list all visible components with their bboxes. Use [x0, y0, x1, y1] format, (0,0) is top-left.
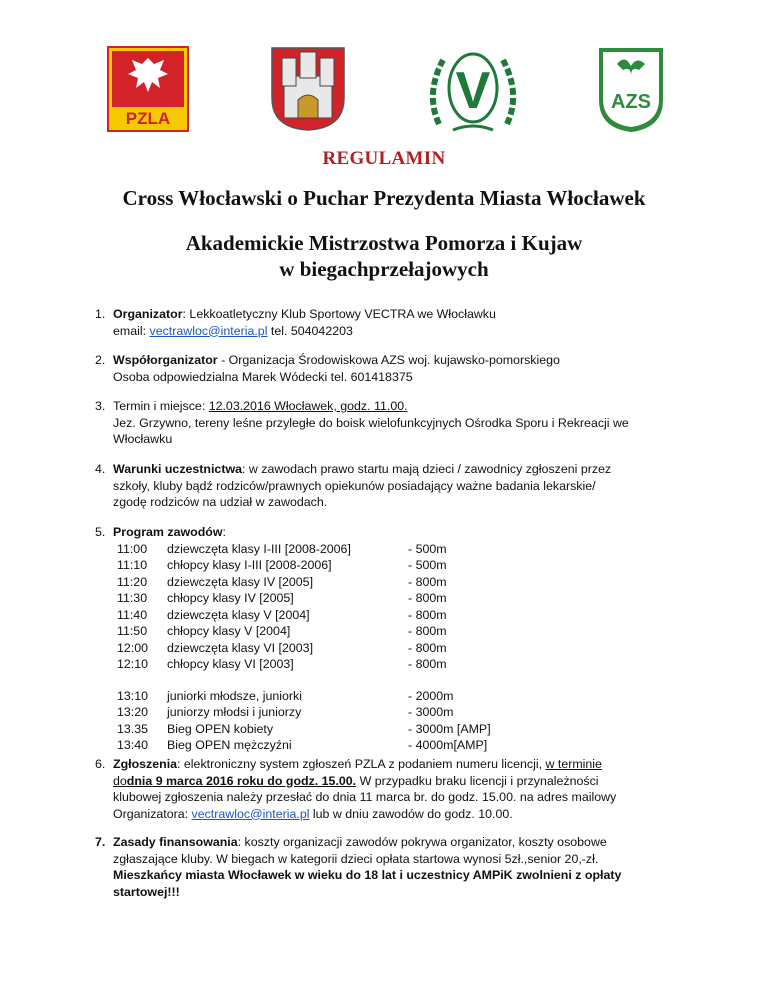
- program-group-youth-open: [113, 688, 683, 754]
- program-category: juniorzy młodsi i juniorzy: [167, 705, 302, 719]
- program-row: [113, 541, 683, 558]
- program-row: [113, 590, 683, 607]
- participation-label: Warunki uczestnictwa: [113, 462, 242, 476]
- program-time: 13.35: [117, 721, 149, 736]
- program-distance: - 800m: [408, 607, 447, 622]
- program-distance: - 3000m: [408, 705, 454, 719]
- section-co-organizer: [95, 352, 683, 385]
- program-distance: - 800m: [408, 591, 447, 605]
- program-category: dziewczęta klasy IV [2005]: [167, 574, 314, 589]
- program-row: [113, 640, 683, 657]
- program-time: 11:40: [117, 607, 148, 622]
- event-subtitle: [0, 230, 768, 282]
- financing-line-3: Mieszkańcy miasta Włocławek w wieku do 18 lat i uczestnicy AMPiK zwolnieni z opłaty: [113, 868, 622, 882]
- registration-text-1: : elektroniczny system zgłoszeń PZLA z podaniem numeru licencji,: [177, 757, 546, 771]
- program-distance: - 3000m [AMP]: [408, 721, 491, 736]
- program-row: [113, 607, 683, 624]
- program-group-children: [113, 541, 683, 673]
- program-category: dziewczęta klasy I-III [2008-2006]: [167, 541, 351, 556]
- program-time: 11:10: [117, 558, 148, 572]
- section-number: 4.: [95, 462, 106, 476]
- section-registration: [95, 756, 683, 822]
- program-time: 13:20: [117, 705, 149, 719]
- venue-line-2: Włocławku: [113, 432, 173, 446]
- program-label: Program zawodów: [113, 525, 223, 539]
- organizer-email-link[interactable]: vectrawloc@interia.pl: [149, 323, 268, 338]
- participation-line-1: : w zawodach prawo startu mają dzieci / zawodnicy zgłoszeni przez: [241, 462, 612, 476]
- program-time: 11:20: [117, 574, 148, 589]
- section-number: 2.: [95, 353, 106, 367]
- program-row: [113, 623, 683, 640]
- registration-text-5: lub w dniu zawodów do godz. 10.00.: [309, 806, 513, 821]
- registration-text-2: W przypadku braku licencji i przynależności: [356, 773, 599, 788]
- section-number: 3.: [95, 399, 106, 413]
- participation-line-3: zgodę rodziców na udział w zawodach.: [113, 495, 328, 509]
- program-row: [113, 656, 683, 673]
- city-coat-of-arms: [270, 46, 346, 132]
- program-time: 12:10: [117, 657, 149, 671]
- azs-logo-text: AZS: [611, 91, 651, 113]
- financing-label: Zasady finansowania: [113, 835, 238, 849]
- vectra-logo-letter: V: [455, 62, 491, 120]
- logo-bar: [0, 46, 768, 138]
- program-category: Bieg OPEN mężczyźni: [167, 738, 292, 752]
- program-distance: - 800m: [408, 640, 447, 655]
- program-time: 13:10: [117, 688, 149, 703]
- organizer-phone: tel. 504042203: [267, 323, 353, 338]
- program-category: Bieg OPEN kobiety: [167, 721, 274, 736]
- program-time: 11:00: [117, 541, 148, 556]
- registration-text-3: klubowej zgłoszenia należy przesłać do dnia 11 marca br. do godz. 15.00. na adres mailowy: [113, 790, 617, 804]
- section-number: 1.: [95, 307, 106, 321]
- contact-person: Osoba odpowiedzialna Marek Wódecki tel. 601418375: [113, 369, 413, 384]
- program-category: chłopcy klasy VI [2003]: [167, 657, 294, 671]
- program-time: 12:00: [117, 640, 149, 655]
- section-financing: [95, 834, 683, 900]
- participation-line-2: szkoły, kluby bądź rodziców/prawnych opiekunów posiadający ważne badania lekarskie/: [113, 478, 596, 493]
- program-row: [113, 688, 683, 705]
- azs-logo: [597, 46, 665, 134]
- program-distance: - 800m: [408, 657, 447, 671]
- regulamin-heading: REGULAMIN: [322, 148, 446, 169]
- registration-label: Zgłoszenia: [113, 757, 178, 771]
- program-row: [113, 704, 683, 721]
- registration-text-4: Organizatora:: [113, 806, 192, 821]
- program-row: [113, 737, 683, 754]
- section-organizer: [95, 306, 683, 339]
- date-place-label: Termin i miejsce:: [113, 399, 209, 413]
- program-category: dziewczęta klasy V [2004]: [167, 607, 310, 622]
- section-participation: [95, 461, 683, 511]
- event-date: 12.03.2016 Włocławek, godz. 11.00.: [208, 399, 408, 413]
- event-title: Cross Włocławski o Puchar Prezydenta Miasta Włocławek: [122, 186, 646, 210]
- section-number: 5.: [95, 525, 106, 539]
- program-distance: - 2000m: [408, 688, 454, 703]
- program-category: chłopcy klasy V [2004]: [167, 624, 291, 638]
- program-row: [113, 557, 683, 574]
- section-number: 7.: [95, 835, 106, 849]
- section-date-place: [95, 398, 683, 448]
- program-category: chłopcy klasy I-III [2008-2006]: [167, 558, 332, 572]
- program-distance: - 4000m[AMP]: [408, 738, 488, 752]
- program-colon: :: [222, 525, 226, 539]
- registration-email-link[interactable]: vectrawloc@interia.pl: [191, 806, 310, 821]
- program-distance: - 800m: [408, 624, 447, 638]
- subtitle-line-1: Akademickie Mistrzostwa Pomorza i Kujaw: [185, 231, 583, 255]
- section-number: 6.: [95, 757, 106, 771]
- program-category: dziewczęta klasy VI [2003]: [167, 640, 314, 655]
- program-distance: - 500m: [408, 541, 447, 556]
- organizer-label: Organizator: [113, 307, 183, 321]
- program-row: [113, 721, 683, 738]
- program-time: 11:50: [117, 624, 148, 638]
- program-distance: - 500m: [408, 558, 447, 572]
- program-row: [113, 574, 683, 591]
- pzla-logo-text: PZLA: [125, 109, 171, 128]
- program-distance: - 800m: [408, 574, 447, 589]
- program-category: chłopcy klasy IV [2005]: [167, 591, 294, 605]
- subtitle-line-2: w biegachprzełajowych: [279, 257, 489, 281]
- pzla-logo: [107, 46, 189, 132]
- registration-deadline-date: dnia 9 marca 2016 roku do godz. 15.00.: [126, 773, 357, 788]
- financing-line-2: zgłaszające kluby. W biegach w kategorii dzieci opłata startowa wynosi 5zł.,senior 20,-zł.: [113, 851, 599, 866]
- email-prefix: email:: [113, 323, 150, 338]
- program-time: 11:30: [117, 591, 148, 605]
- vectra-logo: [423, 46, 523, 136]
- program-category: juniorki młodsze, juniorki: [167, 688, 302, 703]
- registration-deadline-1: w terminie: [545, 757, 602, 771]
- registration-deadline-2: do: [113, 773, 127, 788]
- financing-line-1: : koszty organizacji zawodów pokrywa organizator, koszty osobowe: [237, 835, 607, 849]
- organizer-text: : Lekkoatletyczny Klub Sportowy VECTRA we Włocławku: [182, 307, 496, 321]
- financing-line-4: startowej!!!: [113, 884, 180, 899]
- co-organizer-label: Współorganizator: [113, 353, 218, 367]
- venue-line-1: Jez. Grzywno, tereny leśne przyległe do boisk wielofunkcyjnych Ośrodka Sporu i Rekreacji we: [113, 415, 629, 430]
- program-time: 13:40: [117, 738, 149, 752]
- co-organizer-text: - Organizacja Środowiskowa AZS woj. kujawsko-pomorskiego: [217, 353, 560, 367]
- section-program: [95, 524, 683, 754]
